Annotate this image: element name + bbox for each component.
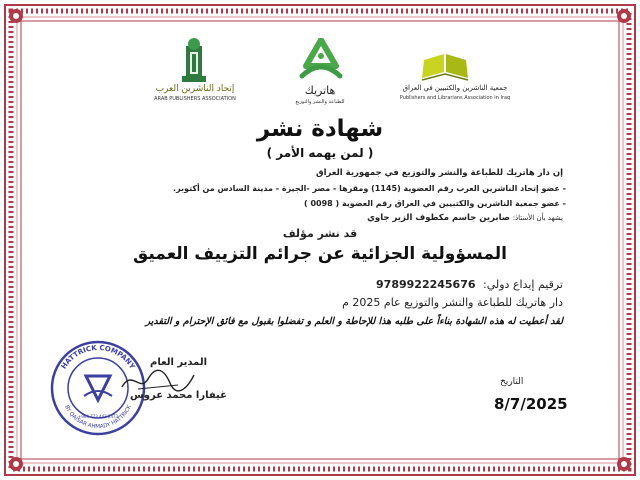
date-label: التاريخ: [500, 377, 524, 387]
witness-prefix: يشهد بأن الأستاذ:: [512, 214, 563, 222]
isbn-line: [376, 278, 563, 291]
isbn-value: 9789922245676: [376, 278, 476, 291]
iraq-publishers-logo-icon: [420, 48, 470, 82]
arab-publishers-caption-en: ARAB PUBLISHERS ASSOCIATION: [154, 96, 236, 102]
iraq-publishers-caption-ar: جمعية الناشرين والكتبيين في العراق: [402, 84, 508, 92]
closing-line: لقد أعطيت له هذه الشهادة بناءاً على طلبه هذا للإحاطة و العلم و تفضلوا بقبول مع فائق الإحترام و التقدير: [145, 316, 563, 327]
iraq-publishers-caption-en: Publishers and Librarians Association in Iraq: [399, 95, 511, 101]
isbn-label: ترقيم إيداع دولي:: [483, 278, 563, 291]
hattrick-logo-icon: [296, 38, 346, 84]
publisher-line: دار هاتريك للطباعة والنشر والتوزيع عام 2025 م: [342, 296, 563, 309]
book-title: المسؤولية الجزائية عن جرائم التزييف العميق: [133, 244, 507, 264]
arab-publishers-caption-ar: إتحاد الناشرين العرب: [155, 84, 235, 94]
signature-role: المدير العام: [150, 357, 208, 368]
arab-publishers-logo-icon: [178, 36, 210, 84]
witness-line: [367, 213, 563, 223]
hattrick-caption-ar: هاتريك: [304, 84, 336, 97]
stamp-phone: +964 773 443 2473: [77, 414, 119, 419]
intro-line: إن دار هاتريك للطباعة والنشر والتوزيع في جمهورية العراق: [316, 168, 563, 178]
stamp-text-bottom: BY QAISAR AHMADY HATTRICK: [63, 404, 133, 431]
published-label: قد نشر مؤلف: [282, 227, 358, 240]
author-name: صابرين جاسم مكطوف الزير جاوي: [367, 213, 510, 223]
membership-line-1: - عضو إتحاد الناشرين العرب رقم العضوية (1145) ومقرها - مصر -الجيزة - مدينة السادس من أكتوبر.: [173, 184, 566, 193]
certificate-subtitle: ( لمن يهمه الأمر ): [266, 146, 374, 160]
date-value: 8/7/2025: [494, 395, 568, 413]
signature-name: غيفارا محمد عروس: [130, 390, 227, 401]
stamp-text-top: HATTRICK COMPANY: [59, 343, 137, 371]
hattrick-caption-sub: للطباعة والنشر والتوزيع: [295, 99, 345, 105]
certificate-title: شهادة نشر: [256, 116, 384, 142]
membership-line-2: - عضو جمعية الناشرين والكتبيين في العراق رقم العضوية ( 0098 ): [304, 199, 566, 208]
